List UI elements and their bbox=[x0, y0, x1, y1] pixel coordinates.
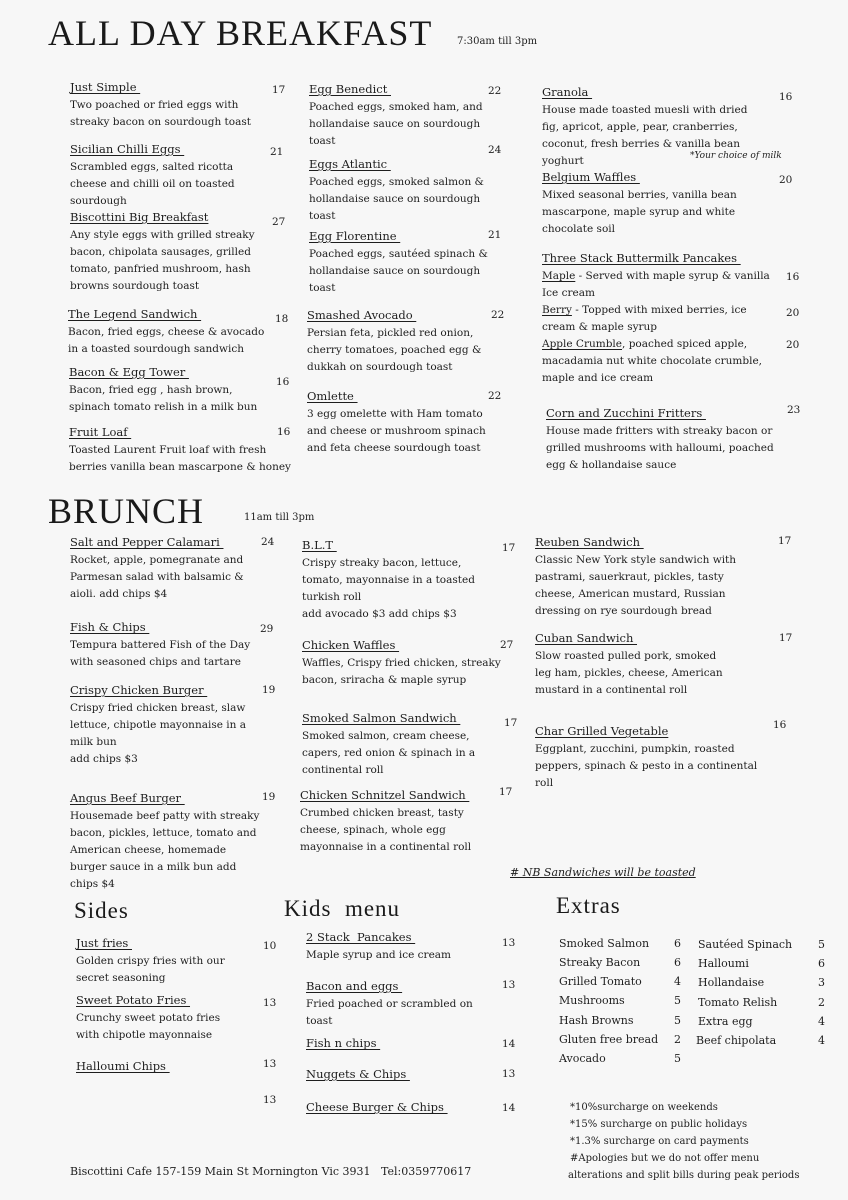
item-name: Cuban Sandwich bbox=[535, 631, 638, 645]
item-price: 20 bbox=[786, 339, 800, 351]
item-desc: Crispy streaky bacon, lettuce, tomato, mayonnaise in a toasted turkish roll bbox=[302, 557, 475, 603]
item-desc: Any style eggs with grilled streaky bacon, chipolata sausages, grilled tomato, panfried mushroom, hash browns sourdough toast bbox=[70, 229, 255, 292]
pancake-option-maple bbox=[542, 268, 772, 302]
extra-name: Beef chipolata bbox=[696, 1034, 777, 1047]
sides-title: Sides bbox=[74, 898, 129, 923]
item-name: Cheese Burger & Chips bbox=[306, 1100, 448, 1114]
extra-name: Extra egg bbox=[698, 1015, 753, 1028]
extra-name: Grilled Tomato bbox=[559, 975, 642, 988]
option-text: , poached spiced apple, macadamia nut white chocolate crumble, maple and ice cream bbox=[542, 338, 763, 384]
menu-item bbox=[546, 406, 778, 474]
extra-name: Hash Browns bbox=[559, 1014, 634, 1027]
item-price: 19 bbox=[262, 791, 276, 803]
menu-item bbox=[302, 538, 482, 623]
item-name: Omlette bbox=[307, 389, 358, 403]
item-desc: Scrambled eggs, salted ricotta cheese and chilli oil on toasted sourdough bbox=[70, 161, 235, 207]
extra-price: 4 bbox=[818, 1034, 825, 1047]
extra-price: 4 bbox=[818, 1015, 825, 1028]
item-name: B.L.T bbox=[302, 538, 337, 552]
item-name: Smoked Salmon Sandwich bbox=[302, 711, 461, 725]
menu-item bbox=[306, 979, 491, 1030]
item-price: 14 bbox=[502, 1102, 516, 1114]
item-price: 22 bbox=[488, 390, 502, 402]
item-desc: Tempura battered Fish of the Day with seasoned chips and tartare bbox=[70, 639, 251, 668]
item-price: 13 bbox=[502, 937, 516, 949]
item-name: Salt and Pepper Calamari bbox=[70, 535, 224, 549]
menu-item bbox=[535, 724, 763, 792]
menu-item bbox=[76, 1059, 251, 1074]
extra-name: Hollandaise bbox=[698, 976, 765, 989]
item-desc: Poached eggs, smoked salmon & hollandaise sauce on sourdough toast bbox=[309, 176, 484, 222]
menu-item bbox=[542, 251, 777, 387]
menu-item bbox=[70, 535, 255, 603]
item-price: 16 bbox=[277, 426, 291, 438]
item-price: 17 bbox=[504, 717, 518, 729]
item-desc: Fried poached or scrambled on toast bbox=[306, 998, 473, 1027]
item-name: Smashed Avocado bbox=[307, 308, 417, 322]
item-price: 17 bbox=[499, 786, 513, 798]
item-desc: Bacon, fried eggs, cheese & avocado in a toasted sourdough sandwich bbox=[68, 326, 265, 355]
item-price: 20 bbox=[786, 307, 800, 319]
item-desc: Smoked salmon, cream cheese, capers, red onion & spinach in a continental roll bbox=[302, 730, 476, 776]
extra-price: 2 bbox=[674, 1033, 681, 1046]
extra-price: 6 bbox=[674, 956, 681, 969]
extra-name: Sautéed Spinach bbox=[698, 938, 793, 951]
item-desc: Waffles, Crispy fried chicken, streaky bacon, sriracha & maple syrup bbox=[302, 657, 501, 686]
item-desc: Crispy fried chicken breast, slaw lettuce, chipotle mayonnaise in a milk bun bbox=[70, 702, 246, 748]
brunch-title: BRUNCH bbox=[48, 491, 205, 531]
item-name: Bacon and eggs bbox=[306, 979, 403, 993]
menu-item bbox=[302, 711, 482, 779]
item-desc: Poached eggs, smoked ham, and hollandaise sauce on sourdough toast bbox=[309, 101, 483, 147]
item-price: 22 bbox=[491, 309, 505, 321]
item-name: Bacon & Egg Tower bbox=[69, 365, 189, 379]
option-label: Maple bbox=[542, 270, 576, 282]
item-extra: add avocado $3 add chips $3 bbox=[302, 608, 457, 620]
item-desc: Two poached or fried eggs with streaky bacon on sourdough toast bbox=[70, 99, 251, 128]
item-price: 22 bbox=[488, 85, 502, 97]
item-price: 29 bbox=[260, 623, 274, 635]
option-label: Apple Crumble bbox=[542, 338, 623, 350]
item-price: 23 bbox=[787, 404, 801, 416]
item-desc: House made fritters with streaky bacon or grilled mushrooms with halloumi, poached egg & hollandaise sauce bbox=[546, 425, 774, 471]
item-price: 27 bbox=[272, 216, 286, 228]
item-name: Sicilian Chilli Eggs bbox=[70, 142, 185, 156]
item-desc: Rocket, apple, pomegranate and Parmesan salad with balsamic & aioli. add chips $4 bbox=[70, 554, 244, 600]
extra-name: Tomato Relish bbox=[698, 996, 778, 1009]
menu-item bbox=[70, 210, 265, 295]
item-desc: Eggplant, zucchini, pumpkin, roasted peppers, spinach & pesto in a continental roll bbox=[535, 743, 758, 789]
item-name: 2 Stack Pancakes bbox=[306, 930, 416, 944]
menu-item bbox=[309, 229, 489, 297]
pancake-option-berry bbox=[542, 302, 772, 336]
extra-name: Streaky Bacon bbox=[559, 956, 641, 969]
item-price: 17 bbox=[272, 84, 286, 96]
breakfast-title: ALL DAY BREAKFAST bbox=[48, 13, 433, 53]
item-price: 20 bbox=[779, 174, 793, 186]
surcharge-line: *10%surcharge on weekends bbox=[570, 1102, 718, 1113]
menu-item bbox=[68, 307, 268, 358]
item-desc: Golden crispy fries with our secret seasoning bbox=[76, 955, 225, 984]
item-price: 13 bbox=[502, 1068, 516, 1080]
item-name: Just fries bbox=[76, 936, 132, 950]
item-price: 16 bbox=[786, 271, 800, 283]
option-label: Berry bbox=[542, 304, 572, 316]
menu-item bbox=[309, 82, 489, 150]
item-price: 17 bbox=[502, 542, 516, 554]
extra-price: 5 bbox=[818, 938, 825, 951]
menu-item bbox=[306, 930, 496, 964]
item-price: 16 bbox=[276, 376, 290, 388]
pancake-option-apple bbox=[542, 336, 767, 387]
item-name: Biscottini Big Breakfast bbox=[70, 210, 209, 224]
item-desc: Crunchy sweet potato fries with chipotle mayonnaise bbox=[76, 1012, 221, 1041]
menu-item bbox=[69, 365, 269, 416]
item-name: Fruit Loaf bbox=[69, 425, 132, 439]
item-price: 19 bbox=[262, 684, 276, 696]
menu-item bbox=[70, 791, 262, 893]
item-desc: House made toasted muesli with dried fig, apricot, apple, pear, cranberries, coconut, fresh berries & vanilla bean yoghurt bbox=[542, 104, 748, 167]
item-price: 21 bbox=[488, 229, 502, 241]
item-name: Granola bbox=[542, 85, 593, 99]
breakfast-hours: 7:30am till 3pm bbox=[457, 36, 538, 47]
menu-item bbox=[306, 1067, 491, 1082]
menu-item bbox=[535, 631, 735, 699]
extra-price: 5 bbox=[674, 1014, 681, 1027]
extra-price: 6 bbox=[818, 957, 825, 970]
sandwich-toasted-note: # NB Sandwiches will be toasted bbox=[510, 866, 696, 879]
menu-item bbox=[69, 425, 291, 476]
item-name: Egg Florentine bbox=[309, 229, 401, 243]
surcharge-line: *15% surcharge on public holidays bbox=[570, 1119, 748, 1130]
extras-title: Extras bbox=[556, 893, 621, 918]
extra-price: 5 bbox=[674, 1052, 681, 1065]
item-price: 17 bbox=[779, 632, 793, 644]
option-text: - Served with maple syrup & vanilla Ice cream bbox=[542, 270, 770, 299]
option-text: - Topped with mixed berries, ice cream & maple syrup bbox=[542, 304, 747, 333]
item-price: 24 bbox=[488, 144, 502, 156]
item-price: 16 bbox=[773, 719, 787, 731]
menu-item bbox=[70, 620, 260, 671]
surcharge-line: *1.3% surcharge on card payments bbox=[570, 1136, 749, 1147]
kids-title: Kids menu bbox=[284, 896, 401, 921]
surcharge-line: #Apologies but we do not offer menu bbox=[570, 1153, 760, 1164]
item-name: Nuggets & Chips bbox=[306, 1067, 410, 1081]
surcharge-line: alterations and split bills during peak periods bbox=[568, 1170, 800, 1181]
item-name: Fish n chips bbox=[306, 1036, 381, 1050]
item-name: Angus Beef Burger bbox=[70, 791, 185, 805]
item-price: 21 bbox=[270, 146, 284, 158]
menu-item bbox=[306, 1036, 491, 1051]
item-name: Chicken Schnitzel Sandwich bbox=[300, 788, 470, 802]
brunch-hours: 11am till 3pm bbox=[244, 512, 315, 523]
menu-item bbox=[70, 683, 260, 768]
item-price: 18 bbox=[275, 313, 289, 325]
extra-price: 4 bbox=[674, 975, 681, 988]
footer-address: Biscottini Cafe 157-159 Main St Mornington Vic 3931 Tel:0359770617 bbox=[70, 1165, 472, 1178]
extra-price: 3 bbox=[818, 976, 825, 989]
item-price: 17 bbox=[778, 535, 792, 547]
item-price: 13 bbox=[263, 997, 277, 1009]
item-name: The Legend Sandwich bbox=[68, 307, 202, 321]
item-desc: 3 egg omelette with Ham tomato and cheese or mushroom spinach and feta cheese sourdough toast bbox=[307, 408, 486, 454]
menu-item bbox=[302, 638, 502, 689]
extra-name: Smoked Salmon bbox=[559, 937, 650, 950]
menu-item bbox=[76, 936, 251, 987]
item-price: 16 bbox=[779, 91, 793, 103]
item-desc: Classic New York style sandwich with pastrami, sauerkraut, pickles, tasty cheese, American mustard, Russian dressing on rye sourdough bread bbox=[535, 554, 737, 617]
item-name: Reuben Sandwich bbox=[535, 535, 644, 549]
menu-item bbox=[306, 1100, 496, 1115]
extra-name: Avocado bbox=[559, 1052, 606, 1065]
menu-item bbox=[309, 157, 489, 225]
item-desc: Bacon, fried egg , hash brown, spinach tomato relish in a milk bun bbox=[69, 384, 258, 413]
item-price: 13 bbox=[263, 1094, 277, 1106]
milk-note: *Your choice of milk bbox=[690, 151, 782, 161]
item-name: Belgium Waffles bbox=[542, 170, 640, 184]
surcharge-notes bbox=[570, 1099, 799, 1184]
item-desc: Slow roasted pulled pork, smoked leg ham, pickles, cheese, American mustard in a continental roll bbox=[535, 650, 723, 696]
item-name: Sweet Potato Fries bbox=[76, 993, 191, 1007]
extra-price: 6 bbox=[674, 937, 681, 950]
item-name: Eggs Atlantic bbox=[309, 157, 391, 171]
item-price: 27 bbox=[500, 639, 514, 651]
item-price: 10 bbox=[263, 940, 277, 952]
item-name: Chicken Waffles bbox=[302, 638, 400, 652]
item-desc: Maple syrup and ice cream bbox=[306, 949, 452, 961]
menu-item bbox=[307, 308, 487, 376]
item-desc: Crumbed chicken breast, tasty cheese, spinach, whole egg mayonnaise in a continental roll bbox=[300, 807, 472, 853]
item-name: Halloumi Chips bbox=[76, 1059, 170, 1073]
item-extra: add chips $3 bbox=[70, 753, 138, 765]
item-name: Char Grilled Vegetable bbox=[535, 724, 669, 738]
item-price: 24 bbox=[261, 536, 275, 548]
menu-item bbox=[70, 142, 270, 210]
item-desc: Toasted Laurent Fruit loaf with fresh berries vanilla bean mascarpone & honey bbox=[69, 444, 291, 473]
item-name: Corn and Zucchini Fritters bbox=[546, 406, 706, 420]
item-name: Crispy Chicken Burger bbox=[70, 683, 208, 697]
item-desc: Poached eggs, sautéed spinach & hollandaise sauce on sourdough toast bbox=[309, 248, 488, 294]
menu-item bbox=[535, 535, 750, 620]
item-price: 14 bbox=[502, 1038, 516, 1050]
item-price: 13 bbox=[502, 979, 516, 991]
extra-name: Mushrooms bbox=[559, 994, 625, 1007]
menu-item bbox=[300, 788, 485, 856]
item-price: 13 bbox=[263, 1058, 277, 1070]
extra-name: Halloumi bbox=[698, 957, 749, 970]
item-name: Just Simple bbox=[70, 80, 141, 94]
item-desc: Housemade beef patty with streaky bacon, pickles, lettuce, tomato and American cheese, homemade burger sauce in a milk bun add chips $4 bbox=[70, 810, 260, 890]
item-name: Fish & Chips bbox=[70, 620, 150, 634]
menu-item bbox=[307, 389, 497, 457]
extra-price: 5 bbox=[674, 994, 681, 1007]
item-name: Egg Benedict bbox=[309, 82, 391, 96]
menu-item bbox=[542, 170, 752, 238]
menu-item bbox=[70, 80, 270, 131]
item-desc: Mixed seasonal berries, vanilla bean mascarpone, maple syrup and white chocolate soil bbox=[542, 189, 737, 235]
item-name: Three Stack Buttermilk Pancakes bbox=[542, 251, 741, 265]
item-desc: Persian feta, pickled red onion, cherry tomatoes, poached egg & dukkah on sourdough toast bbox=[307, 327, 482, 373]
extra-name: Gluten free bread bbox=[559, 1033, 659, 1046]
extra-price: 2 bbox=[818, 996, 825, 1009]
menu-item bbox=[76, 993, 251, 1044]
